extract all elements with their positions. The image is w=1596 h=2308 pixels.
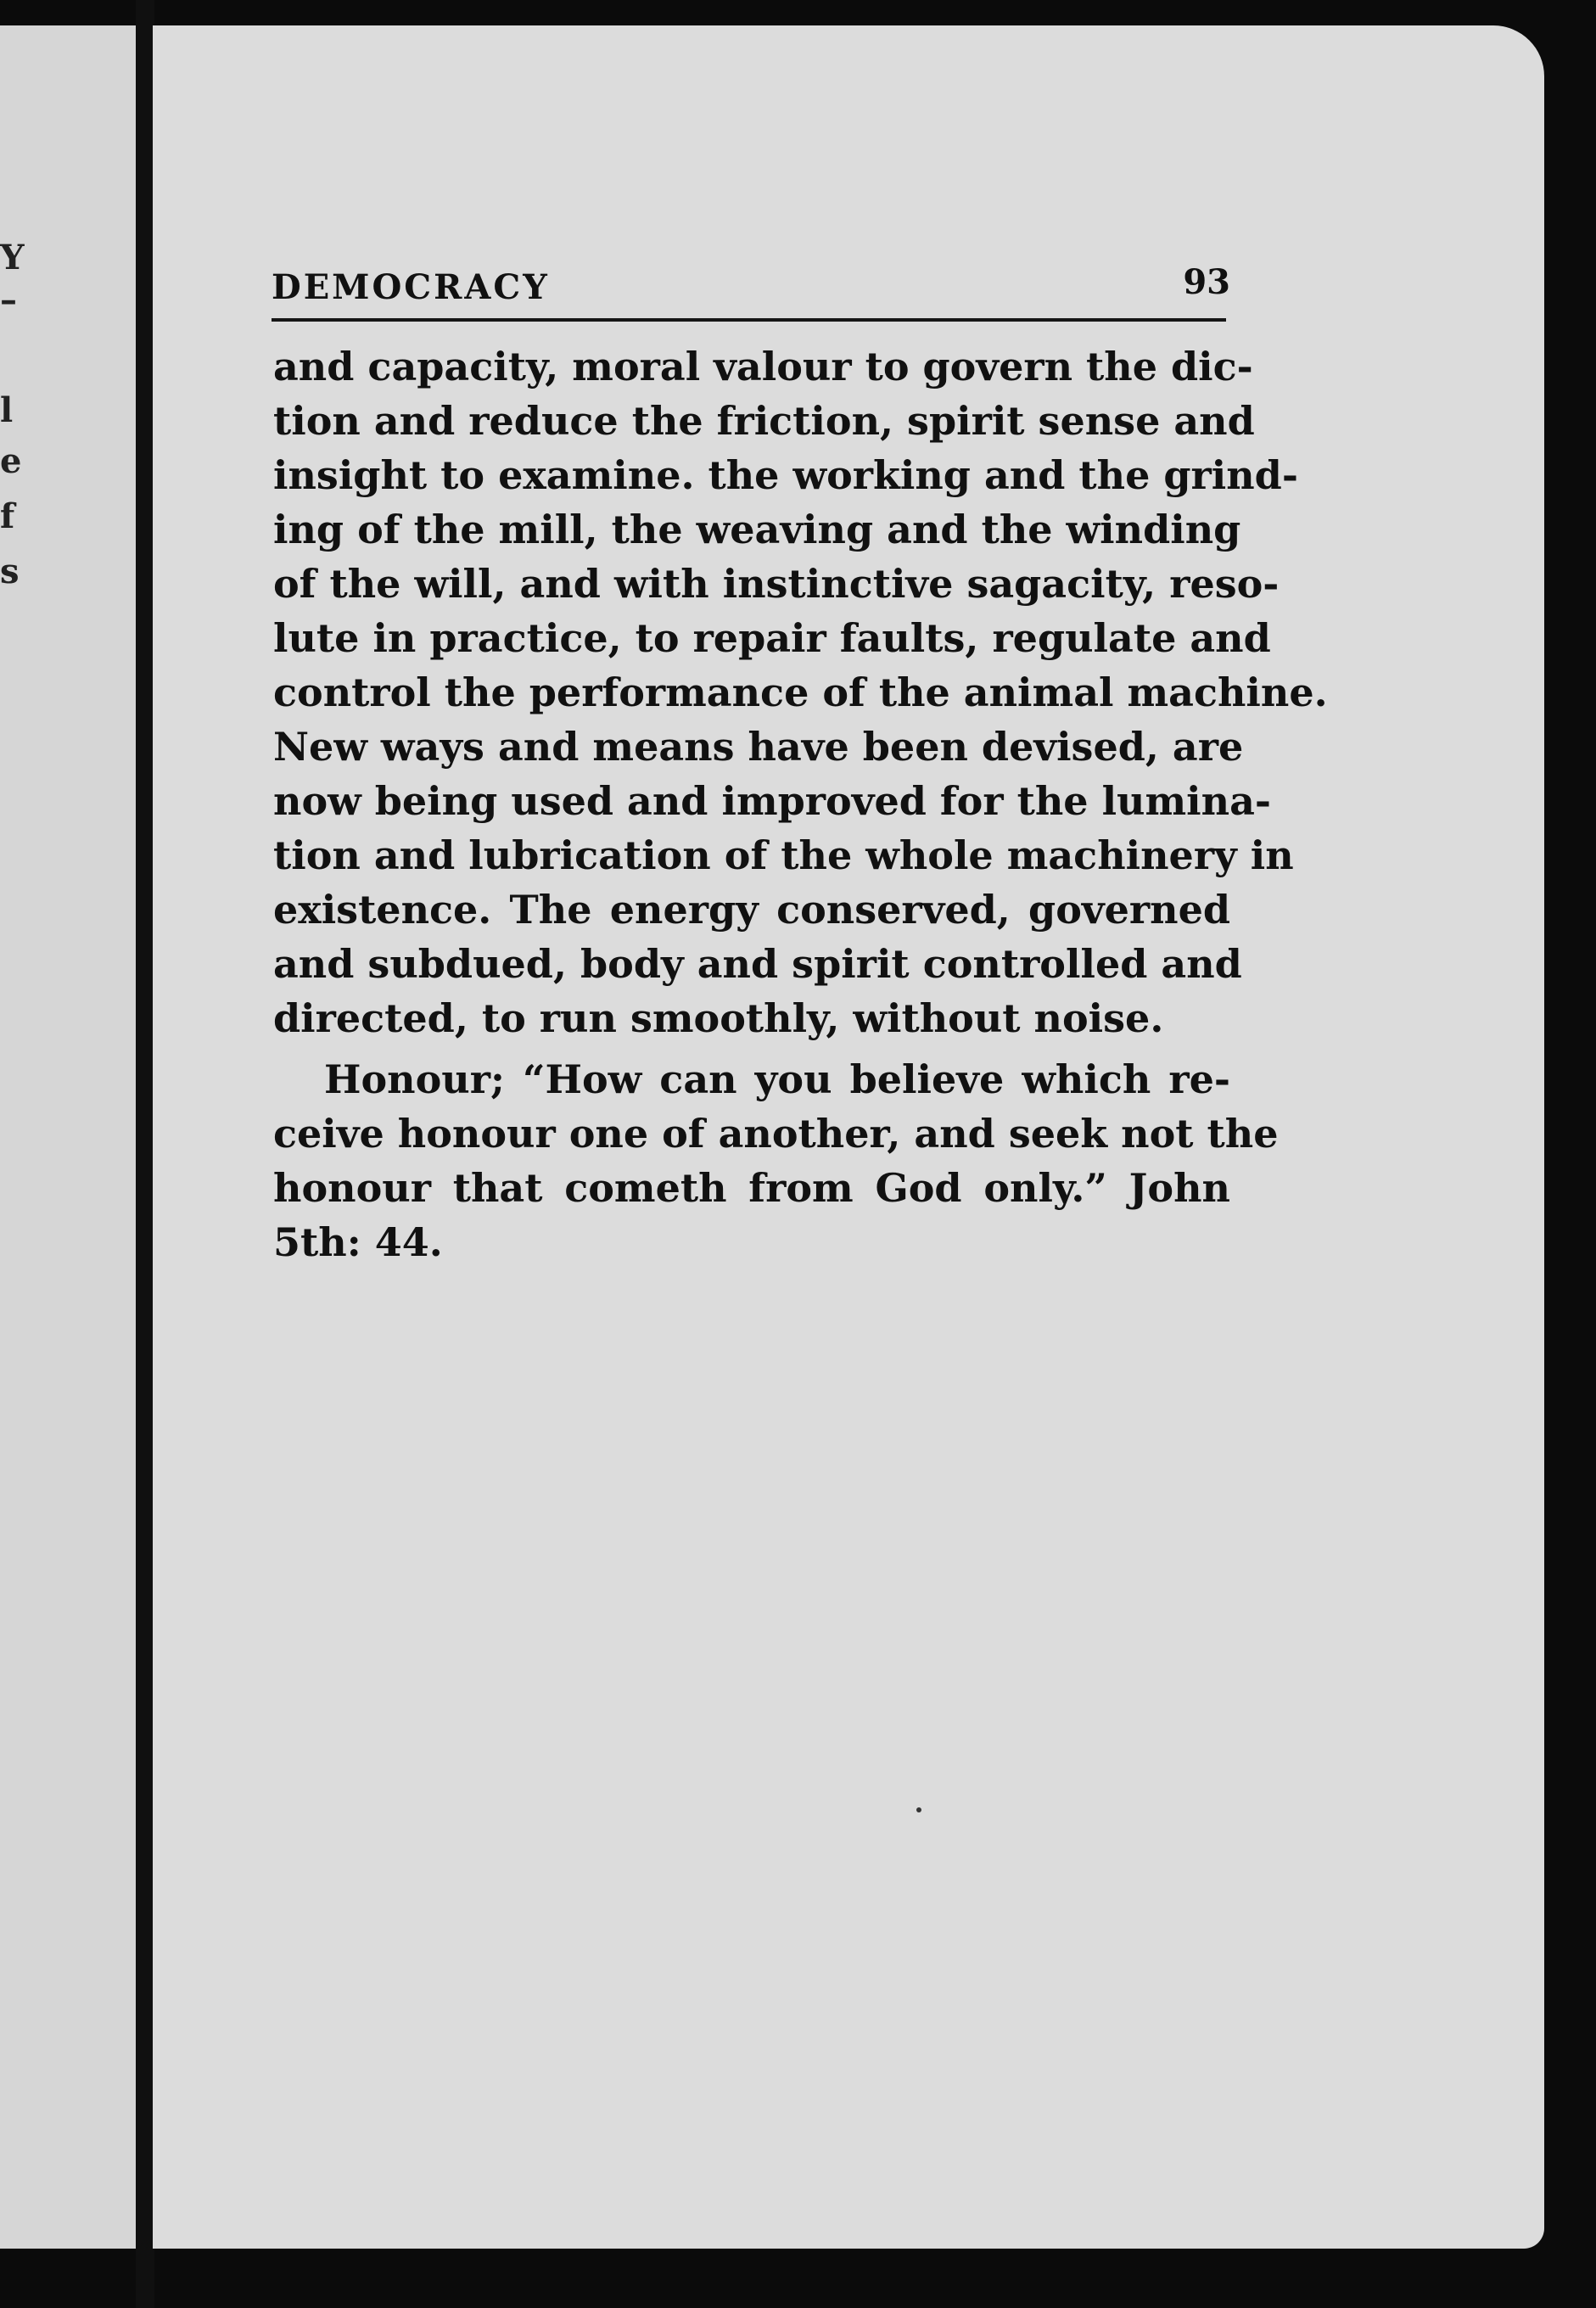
previous-page-edge: [0, 25, 136, 2249]
ink-speck: [916, 1807, 921, 1812]
page-number: 93: [1183, 262, 1230, 302]
book-page: [153, 25, 1544, 2249]
header-rule: [272, 318, 1226, 322]
text-line: insight to examine. the working and the grind-: [273, 452, 1298, 498]
text-line: existence. The energy conserved, governed: [273, 887, 1230, 933]
text-line: and subdued, body and spirit controlled and: [273, 941, 1242, 987]
page-fragment: l: [0, 390, 14, 430]
text-line: of the will, and with instinctive sagacity, reso-: [273, 561, 1280, 607]
text-line: and capacity, moral valour to govern the dic-: [273, 344, 1253, 389]
text-line: directed, to run smoothly, without noise.: [273, 995, 1164, 1041]
text-line: control the performance of the animal machine.: [273, 669, 1328, 715]
text-line: honour that cometh from God only.” John: [273, 1165, 1230, 1211]
text-line: tion and lubrication of the whole machinery in: [273, 832, 1294, 878]
page-fragment: e: [0, 441, 22, 481]
book-binding: [136, 0, 154, 2308]
paragraph: [273, 339, 1328, 1045]
text-line: 5th: 44.: [273, 1219, 443, 1265]
chapter-title: DEMOCRACY: [272, 267, 550, 307]
text-line: ing of the mill, the weaving and the winding: [273, 507, 1241, 552]
text-line: lute in practice, to repair faults, regulate and: [273, 615, 1271, 661]
body-text: [273, 339, 1328, 1269]
text-line: ceive honour one of another, and seek not the: [273, 1111, 1279, 1157]
page-fragment: s: [0, 552, 20, 591]
page-fragment: Y: [0, 238, 25, 277]
page-fragment: f: [0, 496, 15, 536]
paragraph: [273, 1052, 1279, 1269]
running-head: [272, 255, 1230, 314]
text-line: now being used and improved for the lumina-: [273, 778, 1271, 824]
page-fragment: –: [0, 280, 17, 320]
text-line: New ways and means have been devised, are: [273, 724, 1244, 770]
text-line: Honour; “How can you believe which re-: [324, 1056, 1230, 1102]
text-line: tion and reduce the friction, spirit sense and: [273, 398, 1255, 444]
